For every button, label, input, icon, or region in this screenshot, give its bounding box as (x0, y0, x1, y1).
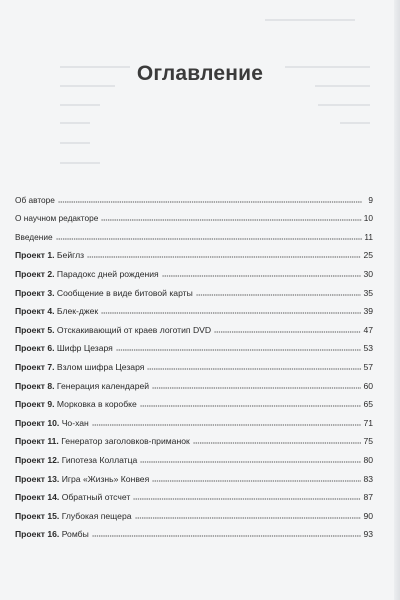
toc-entry (15, 484, 373, 503)
toc-entry-page-number: 9 (368, 194, 373, 205)
toc-entry-title (15, 529, 89, 539)
toc-entry (15, 260, 373, 279)
toc-entry (15, 223, 373, 242)
toc-entry-text: Бейглз (56, 250, 85, 261)
toc-entry-title (15, 325, 211, 335)
dot-leader (152, 480, 361, 482)
toc-entry-title (15, 418, 89, 428)
toc-entry-title (15, 269, 159, 279)
toc-entry (15, 372, 373, 391)
toc-entry-title (15, 436, 190, 446)
dot-leader (214, 331, 361, 333)
toc-entry-page-number: 93 (363, 529, 373, 540)
toc-entry-prefix: Проект 3. (15, 287, 55, 298)
toc-entry-page-number: 47 (363, 324, 373, 335)
toc-entry-page-number: 30 (363, 268, 373, 279)
toc-entry-page-number: 57 (363, 361, 373, 372)
toc-entry-title (15, 455, 137, 465)
toc-entry-page-number: 10 (363, 213, 373, 224)
page-title: Оглавление (136, 62, 264, 85)
dot-leader (58, 201, 362, 203)
toc-entry (15, 446, 373, 465)
toc-entry-page-number: 75 (363, 436, 373, 447)
toc-entry-page-number: 83 (363, 473, 373, 484)
toc-entry (15, 242, 373, 261)
toc-entry-page-number: 80 (363, 454, 373, 465)
dot-leader (133, 498, 361, 500)
toc-entry-prefix: Проект 14. (15, 492, 60, 503)
toc-entry-text: Игра «Жизнь» Конвея (61, 473, 150, 484)
toc-entry-prefix: Проект 11. (15, 436, 59, 447)
toc-entry-page-number: 53 (363, 343, 373, 354)
toc-entry-text: Об авторе (15, 194, 55, 205)
toc-entry-text: Отскакивающий от краев логотип DVD (56, 324, 212, 335)
toc-entry-page-number: 39 (363, 306, 373, 317)
dot-leader (196, 294, 362, 296)
toc-entry-title (15, 474, 149, 484)
dot-leader (92, 424, 362, 426)
dot-leader (193, 442, 362, 444)
dot-leader (152, 387, 361, 389)
toc-entry (15, 502, 373, 521)
toc-entry-text: Гипотеза Коллатца (61, 454, 138, 465)
toc-entry-page-number: 60 (363, 380, 373, 391)
dot-leader (140, 461, 361, 463)
toc-entry-prefix: Проект 9. (15, 399, 55, 410)
toc-entry-page-number: 87 (363, 492, 373, 503)
toc-entry-prefix: Проект 4. (15, 306, 55, 317)
toc-entry-prefix: Проект 12. (15, 454, 60, 465)
toc-entry-text: Шифр Цезаря (56, 343, 113, 354)
toc-entry-text: Морковка в коробке (56, 399, 137, 410)
toc-entry-prefix: Проект 6. (15, 343, 55, 354)
dot-leader (147, 368, 361, 370)
toc-entry-title (15, 232, 53, 242)
toc-entry (15, 316, 373, 335)
toc-entry (15, 205, 373, 224)
toc-entry-text: Парадокс дней рождения (56, 268, 159, 279)
toc-entry-prefix: Проект 8. (15, 380, 55, 391)
toc-entry (15, 465, 373, 484)
toc-entry-text: Введение (15, 231, 53, 242)
toc-entry-prefix: Проект 1. (15, 250, 55, 261)
toc-entry-text: Глубокая пещера (61, 510, 132, 521)
dot-leader (101, 312, 361, 314)
toc-entry-text: О научном редакторе (15, 213, 99, 224)
toc-entry-title (15, 306, 98, 316)
toc-entry-prefix: Проект 5. (15, 324, 55, 335)
dot-leader (92, 535, 362, 537)
table-of-contents (15, 186, 373, 539)
toc-entry (15, 279, 373, 298)
toc-entry-page-number: 71 (363, 417, 373, 428)
toc-entry-prefix: Проект 7. (15, 361, 55, 372)
toc-entry (15, 353, 373, 372)
toc-entry-text: Обратный отсчет (61, 492, 131, 503)
toc-entry-prefix: Проект 16. (15, 529, 60, 540)
dot-leader (56, 238, 362, 240)
toc-entry-page-number: 11 (364, 231, 373, 242)
toc-entry-text: Взлом шифра Цезаря (56, 361, 145, 372)
dot-leader (116, 349, 362, 351)
toc-entry-prefix: Проект 15. (15, 510, 60, 521)
toc-entry (15, 186, 373, 205)
toc-entry (15, 335, 373, 354)
toc-entry-prefix: Проект 2. (15, 268, 55, 279)
toc-entry-title (15, 195, 55, 205)
show-through-text (0, 0, 400, 190)
dot-leader (140, 405, 362, 407)
toc-entry-text: Генерация календарей (56, 380, 150, 391)
toc-entry-title (15, 343, 113, 353)
toc-entry-page-number: 25 (363, 250, 373, 261)
page-edge (394, 0, 400, 600)
toc-entry (15, 428, 373, 447)
toc-entry (15, 298, 373, 317)
toc-entry (15, 409, 373, 428)
toc-entry-prefix: Проект 10. (15, 417, 60, 428)
toc-entry-title (15, 381, 149, 391)
toc-entry-prefix: Проект 13. (15, 473, 60, 484)
dot-leader (135, 517, 362, 519)
toc-entry-text: Сообщение в виде битовой карты (56, 287, 193, 298)
toc-entry-text: Генератор заголовков-приманок (61, 436, 190, 447)
dot-leader (87, 256, 361, 258)
toc-entry (15, 391, 373, 410)
dot-leader (162, 275, 362, 277)
toc-entry-title (15, 511, 132, 521)
toc-entry (15, 521, 373, 540)
toc-entry-title (15, 250, 84, 260)
toc-entry-text: Чо-хан (61, 417, 89, 428)
toc-entry-title (15, 288, 193, 298)
toc-entry-title (15, 213, 98, 223)
toc-entry-page-number: 90 (363, 510, 373, 521)
toc-entry-title (15, 399, 137, 409)
toc-entry-page-number: 35 (363, 287, 373, 298)
toc-entry-text: Ромбы (61, 529, 89, 540)
dot-leader (101, 219, 361, 221)
toc-entry-page-number: 65 (363, 399, 373, 410)
toc-entry-title (15, 492, 130, 502)
toc-entry-title (15, 362, 144, 372)
toc-entry-text: Блек-джек (56, 306, 99, 317)
